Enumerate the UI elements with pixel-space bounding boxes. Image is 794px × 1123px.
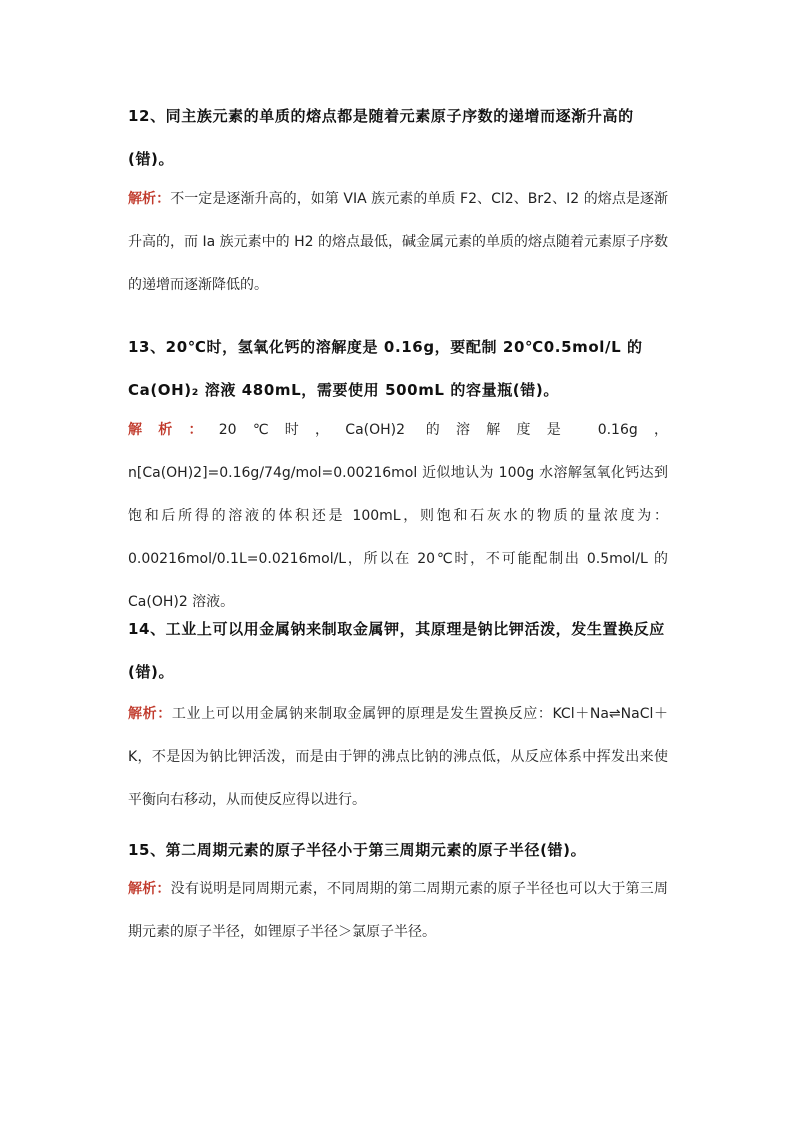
question-13: 13、20℃时，氢氧化钙的溶解度是 0.16g，要配制 20℃0.5mol/L 的 Ca(OH)₂ 溶液 480mL，需要使用 500mL 的容量瓶(错)。 (128, 338, 643, 399)
answer-15-text: 没有说明是同周期元素，不同周期的第二周期元素的原子半径也可以大于第三周期元素的原子半径，如锂原子半径＞氯原子半径。 (128, 881, 669, 940)
answer-14 (128, 693, 668, 822)
answer-14-text: 工业上可以用金属钠来制取金属钾的原理是发生置换反应：KCl＋Na⇌NaCl＋K，不是因为钠比钾活泼，而是由于钾的沸点比钠的沸点低，从反应体系中挥发出来使平衡向右移动，从而使反应得以进行。 (128, 706, 669, 808)
question-14: 14、工业上可以用金属钠来制取金属钾，其原理是钠比钾活泼，发生置换反应(错)。 (128, 620, 665, 681)
answer-12-text: 不一定是逐渐升高的，如第 VIA 族元素的单质 F2、Cl2、Br2、I2 的熔点是逐渐升高的，而 Ia 族元素中的 H2 的熔点最低，碱金属元素的单质的熔点随着元素原子序数的递增而逐渐降低的。 (128, 191, 669, 293)
answer-12 (128, 178, 668, 307)
question-15: 15、第二周期元素的原子半径小于第三周期元素的原子半径(错)。 (128, 841, 587, 859)
analysis-label: 解析： (128, 191, 171, 207)
analysis-label: 解析： (128, 881, 171, 897)
analysis-label: 解析： (128, 422, 219, 438)
answer-15 (128, 868, 668, 954)
answer-13 (128, 409, 668, 624)
answer-13-text: 20℃时，Ca(OH)2 的溶解度是 0.16g，n[Ca(OH)2]=0.16g/74g/mol=0.00216mol 近似地认为 100g 水溶解氢氧化钙达到饱和后所得的溶液的体积还是 100mL，则饱和石灰水的物质的量浓度为：0.00216mol/0.1L=0.0216mol/L，所以在 20℃时，不可能配制出 0.5mol/L 的 Ca(OH)2 溶液。 (128, 422, 669, 610)
analysis-label: 解析： (128, 706, 172, 722)
question-12: 12、同主族元素的单质的熔点都是随着元素原子序数的递增而逐渐升高的(错)。 (128, 107, 634, 168)
